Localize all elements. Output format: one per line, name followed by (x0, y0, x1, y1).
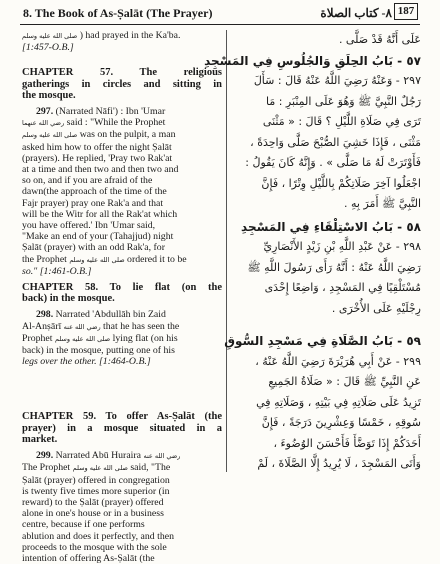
hadith-297-line: Ṣalāt (prayer) with an odd Rak'a, for (22, 242, 165, 254)
arabic-chapter-57: ٥٧ - بَابُ الحِلَقِ وَالجُلُوسِ فِي المَسْجِدِ (204, 53, 421, 68)
hadith-297-line: (prayers). He replied, 'Pray two Rak'at (22, 152, 173, 164)
arabic-hadith-298-line: ٢٩٨ - عَنْ عَبْدِ اللَّهِ بْنِ زَيْدٍ الأَنْصَارِيِّ (263, 240, 421, 253)
hadith-text: ordered it to be (124, 253, 187, 265)
arabic-hadith-297-line: النَّبِيَّ ﷺ أَمَرَ بِهِ . (344, 197, 421, 210)
arabic-hadith-299-line: أَحَدَكُمْ إِذَا تَوَضَّأَ فَأَحْسَنَ الوُضُوءَ ، (273, 436, 421, 450)
hadith-297-line: Fajr prayer) pray one Rak'a and that (22, 197, 164, 209)
hadith-text: (Narrated Nāfi') : Ibn 'Umar (55, 106, 166, 118)
hadith-text: that he has seen the (100, 320, 180, 332)
arabic-hadith-299-line: سُوقِهِ ، خَمْسًا وَعِشْرِينَ دَرَجَةً ، فَإِنَّ (261, 416, 421, 429)
hadith-297-line: at a time and then two and then two and (22, 164, 179, 176)
hadith-297-line (22, 254, 222, 266)
honorific: رضي الله عنهما (22, 119, 65, 128)
hadith-299-line: alone in one's house or in a business (22, 508, 164, 520)
hadith-298-line (22, 333, 222, 345)
chapter-57-title: CHAPTER 57. The religious (22, 67, 222, 79)
arabic-hadith-298-line: مُسْتَلْقِيًا فِي المَسْجِدِ ، وَاضِعًا إِحْدَى (264, 281, 421, 294)
arabic-hadith-299-line: عَنِ النَّبِيِّ ﷺ قَالَ : « صَلَاةُ الجَمِيعِ (268, 375, 421, 388)
hadith-text: said, "The (127, 462, 171, 474)
hadith-number: 299. (36, 450, 56, 462)
hadith-299-line (22, 462, 222, 474)
hadith-297-line (22, 117, 222, 129)
book-title-english: 8. The Book of As-Ṣalāt (The Prayer) (23, 6, 213, 20)
chapter-58-title: CHAPTER 58. To lie flat (on the (22, 282, 222, 294)
hadith-297-line (22, 129, 222, 141)
hadith-text: Narrated Abū Huraira (55, 450, 142, 462)
english-column (22, 30, 222, 564)
hadith-299-line (22, 450, 222, 462)
intro-reference: [1:457-O.B.] (22, 42, 74, 54)
chapter-59-title: prayer) in a mosque situated in a (22, 422, 222, 434)
chapter-58-title: back) in the mosque. (22, 293, 115, 305)
arabic-hadith-299-line: ٢٩٩ - عَنْ أَبِي هُرَيْرَةَ رَضِيَ اللَّهُ عَنْهُ ، (255, 354, 421, 368)
column-divider (226, 30, 227, 472)
honorific: صلى الله عليه وسلم (72, 464, 128, 473)
hadith-number: 297. (36, 106, 56, 118)
arabic-hadith-297-line: اجْعَلُوا آخِرَ صَلَاتِكُمْ بِاللَّيْلِ وِتْرًا ، فَإِنَّ (261, 176, 421, 190)
hadith-297-line: so on, and if you are afraid of the (22, 175, 153, 187)
hadith-299-line: reward) to the Ṣalāt (prayer) offered (22, 496, 164, 508)
hadith-text: was on the pulpit, a man (77, 129, 176, 141)
hadith-text: said : "While the Prophet (64, 117, 166, 129)
book-title-arabic: ٨- كتاب الصلاة (320, 6, 392, 20)
hadith-299-line: is twenty five times more superior (in (22, 485, 170, 497)
arabic-intro: عَلَى أَنَّهُ قَدْ صَلَّى . (338, 33, 421, 46)
hadith-text: lying flat (on his (110, 332, 178, 344)
hadith-text: the Prophet (22, 253, 67, 265)
hadith-297-line: dawn(the approach of the time of the (22, 186, 167, 198)
hadith-298-line (22, 321, 222, 333)
arabic-hadith-299-line: تَزِيدُ عَلَى صَلَاتِهِ فِي بَيْتِهِ ، وَصَلَاتِهِ فِي (256, 395, 421, 409)
hadith-299-line: centre, because if one performs (22, 519, 145, 531)
chapter-57-title: the mosque. (22, 89, 76, 101)
hadith-text: The Prophet (22, 462, 71, 474)
header-rule (20, 24, 420, 25)
arabic-hadith-297-line: ٢٩٧ - وَعَنْهُ رَضِيَ اللَّهُ عَنْهُ قَالَ : سَأَلَ (253, 74, 421, 87)
hadith-299-line: intention of offering As-Ṣalāt (the (22, 552, 155, 564)
intro-text: ) had prayed in the Ka'ba. (77, 30, 181, 41)
honorific: صلى الله عليه وسلم (69, 255, 125, 264)
honorific: رضي الله عنه (63, 322, 101, 331)
hadith-297-line: will be the Witr for all the Rak'at which (22, 208, 178, 220)
arabic-hadith-299-line: وَأَتَى المَسْجِدَ ، لَا يُرِيدُ إِلَّا الصَّلَاةَ ، لَمْ (257, 457, 421, 470)
arabic-hadith-297-line: مَثْنَى ، فَإِذَا خَشِيَ الصُّبْحَ صَلَّى وَاحِدَةً ، (250, 135, 421, 149)
arabic-hadith-297-line: تَرَى فِي صَلَاةِ اللَّيْلِ ؟ قَالَ : « مَثْنَى (262, 115, 421, 128)
intro-line (22, 30, 222, 42)
hadith-text: Narrated 'Abdullāh bin Zaid (55, 309, 166, 321)
arabic-chapter-59: ٥٩ - بَابُ الصَّلَاةِ فِي مَسْجِدِ السُّوقِ (224, 334, 421, 348)
hadith-297-line (22, 106, 222, 117)
hadith-text: Prophet (22, 332, 53, 344)
hadith-297-line: "Make an end of your (Tahajjud) night (22, 231, 174, 243)
chapter-59-title: market. (22, 433, 58, 445)
hadith-298-line (22, 309, 222, 320)
honorific: رضي الله عنه (143, 452, 181, 461)
hadith-299-line: ablution and does it perfectly, and then (22, 530, 174, 542)
hadith-299-line: proceeds to the mosque with the sole (22, 541, 167, 553)
chapter-57-title: gatherings in circles and sitting in (22, 78, 222, 90)
hadith-297-line: you have offered.' Ibn 'Umar said, (22, 220, 156, 232)
arabic-hadith-298-line: رَضِيَ اللَّهُ عَنْهُ : أَنَّهُ رَأَى رَسُولَ اللَّهِ ﷺ (247, 260, 421, 274)
hadith-297-line: asked him how to offer the night Ṣalāt (22, 141, 172, 153)
hadith-299-line: Ṣalāt (prayer) offered in congregation (22, 474, 170, 486)
hadith-297-reference: so." [1:461-O.B.] (22, 265, 92, 277)
arabic-column (204, 30, 421, 475)
page-number: 187 (394, 3, 418, 20)
chapter-59-title: CHAPTER 59. To offer As-Ṣalāt (the (22, 411, 222, 423)
hadith-298-line: back) in the mosque, putting one of his (22, 345, 175, 357)
honorific: صلى الله عليه وسلم (22, 131, 78, 140)
arabic-hadith-297-line: فَأَوْتَرَتْ لَهُ مَا صَلَّى » . وَإِنَّهُ كَانَ يَقُولُ : (245, 156, 421, 169)
arabic-hadith-297-line: رَجُلٌ النَّبِيَّ ﷺ وَهُوَ عَلَى المِنْبَرِ : مَا (265, 94, 421, 108)
hadith-298-line: legs over the other. [1:464-O.B.] (22, 356, 151, 368)
honorific: صلى الله عليه وسلم (54, 334, 111, 343)
hadith-text: Al-Anṣārī (22, 320, 62, 332)
hadith-number: 298. (36, 309, 56, 321)
arabic-hadith-298-line: رِجْلَيْهِ عَلَى الأُخْرَى . (331, 301, 421, 315)
honorific: صلى الله عليه وسلم (22, 32, 78, 40)
arabic-chapter-58: ٥٨ - بَابُ الاسْتِلْقَاءِ فِي المَسْجِدِ (241, 219, 421, 234)
